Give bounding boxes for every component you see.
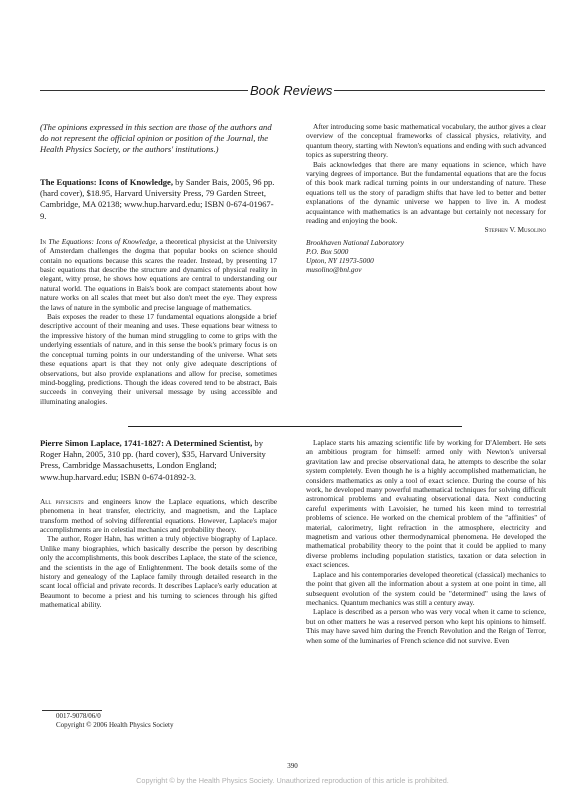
- review1-right-column: [306, 122, 546, 275]
- review2-left-column: [40, 438, 277, 610]
- review1-p1-lead: In: [40, 236, 49, 246]
- review1-affiliation: [306, 238, 546, 275]
- review2-book-details: by Roger Hahn, 2005, 310 pp. (hard cover), $35, Harvard University Press, Cambridge Massachusetts, London England; www.hup.harvard.edu; ISBN 0-674-01892-3.: [40, 438, 266, 482]
- review2-paragraph-2: The author, Roger Hahn, has written a truly objective biography of Laplace. Unlike many biographies, which basically describe the person by describing only the accomplishments, this book describes Laplace, the state of the science, and the scientists in the age of Enlightenment. The book details some of the history and genealogy of the Laplace family through detailed research in the scant local official and private records. It describes Laplace's early education at Beaumont to become a priest and his turning to sciences through his gifted mathematical ability.: [40, 534, 277, 610]
- review1-book-title: The Equations: Icons of Knowledge,: [40, 177, 173, 187]
- review1-left-column: [40, 122, 277, 406]
- review2-book-title: Pierre Simon Laplace, 1741-1827: A Determined Scientist,: [40, 438, 253, 448]
- review2-paragraph-5: Laplace is described as a person who was very vocal when it came to science, but on other matters he was a reserved person who kept his opinions to himself. This may have saved him during the French Revolution and the Reign of Terror, when some of the luminaries of French science did not survive. Even: [306, 607, 546, 645]
- section-title: Book Reviews: [250, 82, 333, 98]
- review-divider: [128, 426, 462, 427]
- review2-citation: [40, 438, 277, 483]
- review1-book-details: by Sander Bais, 2005, 96 pp. (hard cover), $18.95, Harvard University Press, 79 Garden Street, Cambridge, MA 02138; www.hup.harvard.edu; ISBN 0-674-01967-9.: [40, 177, 275, 221]
- disclaimer: (The opinions expressed in this section are those of the authors and do not represent the official opinion or position of the Journal, the Health Physics Society, or the authors' institutions.): [40, 122, 272, 154]
- footnote-copyright: Copyright © 2006 Health Physics Society: [56, 721, 174, 730]
- review2-p1-lead: All physicists: [40, 496, 84, 506]
- article-code: 0017-9078/06/0: [56, 712, 101, 720]
- review2-paragraph-4: Laplace and his contemporaries developed theoretical (classical) mechanics to the point that given all the information about a system at one point in time, all subsequent evolution of the system could be "determined" using the laws of mechanics. Quantum mechanics was still a century away.: [306, 569, 546, 607]
- review1-p1-book-title: The Equations: Icons of Knowledge: [48, 236, 156, 246]
- affiliation-email: musolino@bnl.gov: [306, 265, 362, 275]
- review1-reviewer: Stephen V. Musolino: [484, 225, 546, 235]
- review1-paragraph-4: Bais acknowledges that there are many equations in science, which have varying degrees of importance. But the fundamental equations that are the focus of this book mark radical turning points in our understanding of nature. These equations tell us the story of paradigm shifts that have led to better and better explanations of the dynamic universe we happen to live in. A modest acquaintance with mathematics is an advantage but certainly not necessary for reading and enjoying the book.: [306, 159, 546, 226]
- review1-p1-text: , a theoretical physicist at the University of Amsterdam challenges the dogma that popular books on science should contain no equations because this scares the reader. Instead, by presenting 17 basic equations that describe the structure and dynamics of physical reality in elegant, witty prose, he shows how equations are central to understanding our natural world. The equations in Bais's book are compact statements about how nature works on all scales that meet but also don't meet the eye. They express the laws of nature in the symbolic and precise language of mathematics.: [40, 236, 277, 312]
- affiliation-line: Brookhaven National Laboratory: [306, 237, 405, 247]
- review2-paragraph-1: [40, 497, 277, 535]
- footnote: [56, 712, 174, 730]
- copyright-watermark: Copyright © by the Health Physics Society. Unauthorized reproduction of this article is prohibited.: [136, 776, 449, 785]
- review1-citation: [40, 177, 277, 222]
- review2-paragraph-3: Laplace starts his amazing scientific life by working for D'Alembert. He sets an ambitious program for himself: armed only with Newton's universal gravitation law and precise observational data, he attempts to describe the solar system completely. Even though he is a highly accomplished mathematician, he considers mathematics as only a tool of exact science. During the course of his work, he developed many powerful mathematical techniques for solving difficult astronomical problems and evaluating observational data. Next conducting careful experiments with Lavoisier, he turned his keen mind to terrestrial problems of science. He worked on the chemical problem of the "affinities" of material, calorimetry, light refraction in the atmosphere, electricity and magnetism and various other thermodynamical phenomena. He developed the mathematical probability theory to the point that it could be applied to many diverse problems including population statistics, taxation or data selection in exact sciences.: [306, 438, 546, 570]
- page-number: 390: [287, 762, 298, 770]
- affiliation-line: P.O. Box 5000: [306, 247, 349, 257]
- section-header: [40, 80, 545, 100]
- footnote-rule: [42, 710, 102, 711]
- review2-p1-text: and engineers know the Laplace equations, which describe phenomena in heat transfer, electricity, and magnetism, and the Laplace transform method of solving differential equations. However, Laplace's major accomplishments are in celestial mechanics and probability theory.: [40, 496, 277, 535]
- header-rule-right: [334, 90, 545, 91]
- review1-paragraph-3: After introducing some basic mathematical vocabulary, the author gives a clear overview of the conceptual frameworks of classical physics, relativity, and quantum theory, starting with Newton's equations and ending with such advanced topics as superstring theory.: [306, 122, 546, 160]
- review2-right-column: [306, 438, 546, 645]
- header-rule-left: [40, 90, 248, 91]
- affiliation-line: Upton, NY 11973-5000: [306, 256, 374, 266]
- review1-paragraph-2: Bais exposes the reader to these 17 fundamental equations alongside a brief descriptive account of their meaning and uses. These equations bear witness to the impressive history of the human mind struggling to come to grips with the underlying essentials of nature, and in this sense the book's primary focus is on the conceptual turning points in our understanding of the universe. What sets these equations apart is that they not only give adequate descriptions of observations, but also provide explanations and allow for precise, sometimes mind-boggling, predictions. Though the ideas covered tend to be abstract, Bais succeeds in conveying their universal message by using accessible and illuminating analogies.: [40, 312, 277, 406]
- review1-paragraph-1: [40, 237, 277, 312]
